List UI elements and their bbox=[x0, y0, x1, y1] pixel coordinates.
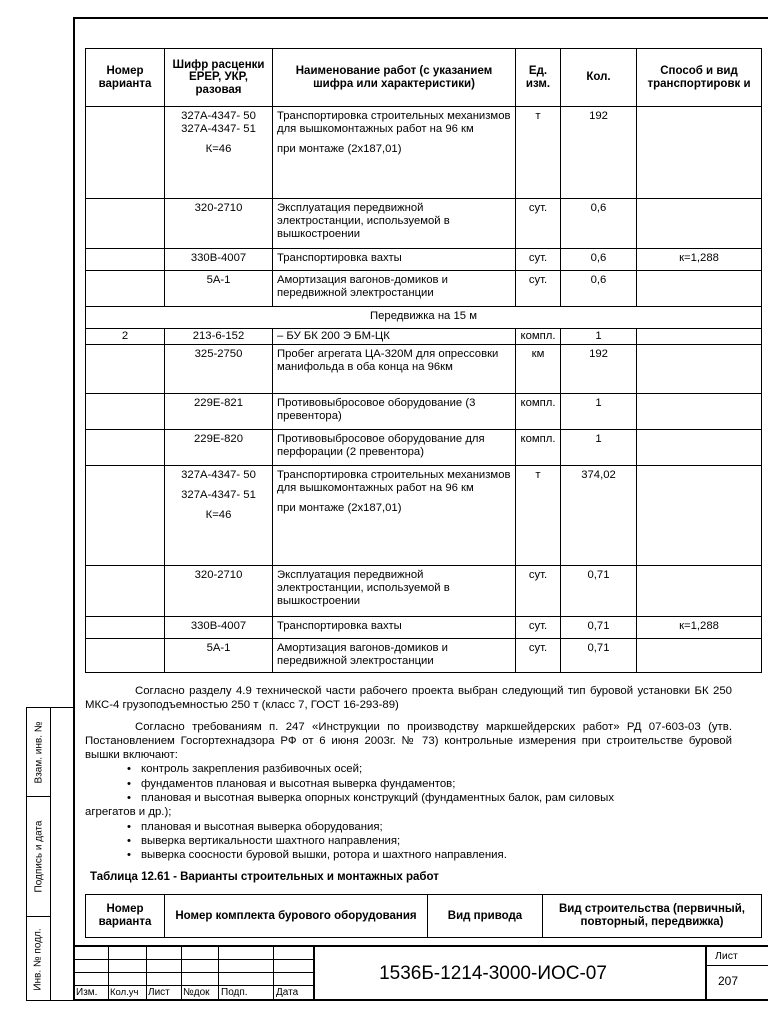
cell-unit: сут. bbox=[516, 199, 561, 249]
cell-method: к=1,288 bbox=[637, 617, 762, 639]
header-method: Способ и вид транспортировк и bbox=[637, 49, 762, 107]
stamp-label-docno: №док bbox=[183, 987, 210, 998]
header-variant: Номер варианта bbox=[86, 895, 165, 938]
list-item: • выверка соосности буровой вышки, ротора и шахтного направления. bbox=[141, 848, 732, 862]
cell-code: 327А-4347- 51 bbox=[181, 123, 256, 135]
cell-qty: 1 bbox=[561, 394, 637, 430]
cell-code: 229Е-821 bbox=[165, 394, 273, 430]
cell-qty: 0,71 bbox=[561, 617, 637, 639]
variants-table bbox=[85, 894, 762, 938]
table-row bbox=[86, 430, 762, 466]
cell-code: 330В-4007 bbox=[165, 249, 273, 271]
sheet-number: 207 bbox=[718, 974, 739, 988]
cell-unit: км bbox=[516, 345, 561, 394]
cell-name: Пробег агрегата ЦА-320М для опрессовки манифольда в оба конца на 96км bbox=[273, 345, 516, 394]
cell-qty: 1 bbox=[561, 329, 637, 345]
cell-name: Транспортировка строительных механизмов для вышкомонтажных работ на 96 км bbox=[277, 469, 511, 494]
cell-unit: компл. bbox=[516, 329, 561, 345]
table-row bbox=[86, 271, 762, 307]
stamp-label-date: Дата bbox=[276, 987, 299, 998]
cell-qty: 374,02 bbox=[561, 466, 637, 566]
cell-qty: 192 bbox=[561, 107, 637, 199]
cell-qty: 0,6 bbox=[561, 199, 637, 249]
works-table bbox=[85, 48, 762, 673]
stamp-label-count: Кол.уч bbox=[110, 987, 139, 998]
header-drive-type: Вид привода bbox=[428, 895, 543, 938]
cell-name: Эксплуатация передвижной электростанции, используемой в вышкостроении bbox=[273, 566, 516, 617]
table-row bbox=[86, 107, 762, 199]
cell-unit: т bbox=[516, 466, 561, 566]
cell-name: Амортизация вагонов-домиков и передвижной электростанции bbox=[273, 271, 516, 307]
stamp-label-change: Изм. bbox=[76, 987, 98, 998]
table-header bbox=[86, 49, 762, 107]
cell-variant: 2 bbox=[86, 329, 165, 345]
cell-name: Транспортировка строительных механизмов для вышкомонтажных работ на 96 км bbox=[277, 110, 511, 135]
table-row bbox=[86, 394, 762, 430]
list-item: • выверка вертикальности шахтного направления; bbox=[141, 834, 732, 848]
list-item-continuation: агрегатов и др.); bbox=[85, 806, 172, 819]
bullet-list bbox=[85, 820, 732, 863]
cell-code: 325-2750 bbox=[165, 345, 273, 394]
cell-unit: т bbox=[516, 107, 561, 199]
cell-code: 213-6-152 bbox=[165, 329, 273, 345]
cell-code: 229Е-820 bbox=[165, 430, 273, 466]
cell-unit: сут. bbox=[516, 639, 561, 673]
table-row bbox=[86, 329, 762, 345]
list-item: • фундаментов плановая и высотная выверка фундаментов; bbox=[141, 777, 732, 791]
cell-code: 327А-4347- 50 bbox=[181, 469, 256, 481]
header-variant: Номер варианта bbox=[86, 49, 165, 107]
cell-name: Амортизация вагонов-домиков и передвижной электростанции bbox=[273, 639, 516, 673]
cell-unit: сут. bbox=[516, 271, 561, 307]
cell-code: 320-2710 bbox=[165, 566, 273, 617]
stamp-label-sheet: Лист bbox=[148, 987, 170, 998]
header-equipment-set: Номер комплекта бурового оборудования bbox=[165, 895, 428, 938]
stamp-label-sign: Подп. bbox=[221, 987, 248, 998]
cell-coef: К=46 bbox=[205, 509, 232, 521]
cell-qty: 192 bbox=[561, 345, 637, 394]
cell-code: 327А-4347- 51 bbox=[181, 489, 256, 501]
cell-method: к=1,288 bbox=[637, 249, 762, 271]
side-label-signature-date: Подпись и дата bbox=[33, 820, 44, 892]
list-item: • плановая и высотная выверка оборудования; bbox=[141, 820, 732, 834]
cell-qty: 0,6 bbox=[561, 249, 637, 271]
side-label-original-inv: Инв. № подл. bbox=[33, 927, 45, 991]
paragraph: Согласно требованиям п. 247 «Инструкции по производству маркшейдерских работ» РД 07-603-03 (утв. Постановлением Госгортехнадзора РФ от 6 июня 2003г. № 73) контрольные измерения при строительстве буровой вышки включают: bbox=[85, 720, 732, 762]
header-construction-type: Вид строительства (первичный, повторный, передвижка) bbox=[543, 895, 762, 938]
table-header bbox=[86, 895, 762, 938]
cell-unit: сут. bbox=[516, 617, 561, 639]
cell-qty: 0,6 bbox=[561, 271, 637, 307]
cell-unit: компл. bbox=[516, 430, 561, 466]
header-code: Шифр расценки ЕРЕР, УКР, разовая bbox=[165, 49, 273, 107]
cell-code: 330В-4007 bbox=[165, 617, 273, 639]
cell-unit: сут. bbox=[516, 249, 561, 271]
cell-name: Транспортировка вахты bbox=[273, 249, 516, 271]
cell-qty: 0,71 bbox=[561, 639, 637, 673]
table-caption: Таблица 12.61 - Варианты строительных и монтажных работ bbox=[90, 871, 439, 883]
list-item: • контроль закрепления разбивочных осей; bbox=[141, 762, 732, 776]
cell-name: Эксплуатация передвижной электростанции, используемой в вышкостроении bbox=[273, 199, 516, 249]
table-row bbox=[86, 249, 762, 271]
cell-code: 327А-4347- 50 bbox=[181, 110, 256, 122]
header-unit: Ед. изм. bbox=[516, 49, 561, 107]
side-label-replace-inv: Взам. инв. № bbox=[33, 721, 45, 783]
table-row bbox=[86, 566, 762, 617]
cell-name-note: при монтаже (2х187,01) bbox=[277, 502, 402, 514]
table-row bbox=[86, 345, 762, 394]
section-title: Передвижка на 15 м bbox=[86, 307, 762, 329]
header-qty: Кол. bbox=[561, 49, 637, 107]
cell-code: 5А-1 bbox=[165, 271, 273, 307]
cell-name-note: при монтаже (2х187,01) bbox=[277, 143, 402, 155]
table-row bbox=[86, 199, 762, 249]
table-row bbox=[86, 617, 762, 639]
cell-code: 5А-1 bbox=[165, 639, 273, 673]
cell-name: Транспортировка вахты bbox=[273, 617, 516, 639]
table-section-row bbox=[86, 307, 762, 329]
table-row bbox=[86, 639, 762, 673]
header-name: Наименование работ (с указанием шифра или характеристики) bbox=[273, 49, 516, 107]
cell-qty: 1 bbox=[561, 430, 637, 466]
document-number: 1536Б-1214-3000-ИОС-07 bbox=[379, 963, 607, 984]
sheet-label: Лист bbox=[715, 950, 738, 962]
cell-coef: К=46 bbox=[205, 143, 232, 155]
cell-unit: сут. bbox=[516, 566, 561, 617]
cell-unit: компл. bbox=[516, 394, 561, 430]
table-row bbox=[86, 466, 762, 566]
cell-name: Противовыбросовое оборудование (3 превентора) bbox=[273, 394, 516, 430]
bullet-list bbox=[85, 762, 732, 805]
cell-name: Противовыбросовое оборудование для перфорации (2 превентора) bbox=[273, 430, 516, 466]
body-text bbox=[85, 684, 732, 863]
paragraph: Согласно разделу 4.9 технической части рабочего проекта выбран следующий тип буровой установки БК 250 МКС-4 грузоподъемностью 250 т (класс 7, ГОСТ 16-293-89) bbox=[85, 685, 732, 712]
title-block bbox=[73, 945, 768, 1001]
side-stamp bbox=[26, 707, 73, 1001]
list-item: • плановая и высотная выверка опорных конструкций (фундаментных балок, рам силовых bbox=[141, 791, 732, 805]
cell-qty: 0,71 bbox=[561, 566, 637, 617]
cell-code: 320-2710 bbox=[165, 199, 273, 249]
cell-name: – БУ БК 200 Э БМ-ЦК bbox=[273, 329, 516, 345]
